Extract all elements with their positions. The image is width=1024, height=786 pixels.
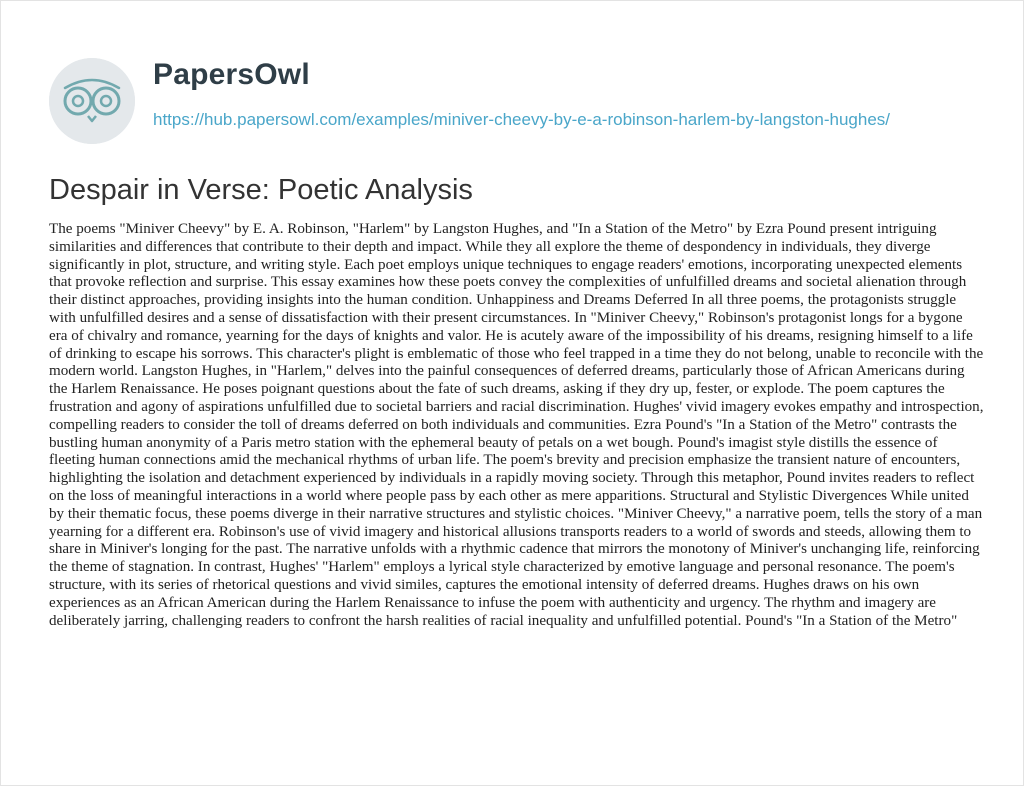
article-body: The poems "Miniver Cheevy" by E. A. Robinson, "Harlem" by Langston Hughes, and "In a Station of the Metro" by Ezra Pound present intriguing similarities and differences that contribute to their depth and impact. While they all explore the theme of despondency in individuals, they diverge significantly in plot, structure, and writing style. Each poet employs unique techniques to engage readers' emotions, incorporating unexpected elements that provoke reflection and surprise. This essay examines how these poets convey the complexities of unfulfilled dreams and societal alienation through their distinct approaches, providing insights into the human condition. Unhappiness and Dreams Deferred In all three poems, the protagonists struggle with unfulfilled desires and a sense of dissatisfaction with their present circumstances. In "Miniver Cheevy," Robinson's protagonist longs for a bygone era of chivalry and romance, yearning for the days of knights and valor. He is acutely aware of the impossibility of his dreams, resigning himself to a life of drinking to escape his sorrows. This character's plight is emblematic of those who feel trapped in a time they do not belong, unable to reconcile with the modern world. Langston Hughes, in "Harlem," delves into the painful consequences of deferred dreams, particularly those of African Americans during the Harlem Renaissance. He poses poignant questions about the fate of such dreams, asking if they dry up, fester, or explode. The poem captures the frustration and agony of aspirations unfulfilled due to societal barriers and racial discrimination. Hughes' vivid imagery evokes empathy and introspection, compelling readers to consider the toll of dreams deferred on both individuals and communities. Ezra Pound's "In a Station of the Metro" contrasts the bustling human anonymity of a Paris metro station with the ephemeral beauty of petals on a wet bough. Pound's imagist style distills the essence of fleeting human connections amid the mechanical rhythms of urban life. The poem's brevity and precision emphasize the transient nature of encounters, highlighting the isolation and detachment experienced by individuals in a rapidly moving society. Through this metaphor, Pound invites readers to reflect on the loss of meaningful interactions in a world where people pass by each other as mere apparitions. Structural and Stylistic Divergences While united by their thematic focus, these poems diverge in their narrative structures and stylistic choices. "Miniver Cheevy," a narrative poem, tells the story of a man yearning for a different era. Robinson's use of vivid imagery and historical allusions transports readers to a world of swords and steeds, allowing them to share in Miniver's longing for the past. The narrative unfolds with a rhythmic cadence that mirrors the monotony of Miniver's unchanging life, reinforcing the theme of stagnation. In contrast, Hughes' "Harlem" employs a lyrical style characterized by emotive language and personal resonance. The poem's structure, with its series of rhetorical questions and vivid similes, captures the emotional intensity of deferred dreams. Hughes draws on his own experiences as an African American during the Harlem Renaissance to infuse the poem with authenticity and urgency. The rhythm and imagery are deliberately jarring, challenging readers to confront the harsh realities of racial inequality and unfulfilled potential. Pound's "In a Station of the Metro" xyxy=(49,221,984,629)
site-header xyxy=(49,56,989,156)
article-title: Despair in Verse: Poetic Analysis xyxy=(49,174,473,206)
owl-logo-graphic xyxy=(49,58,135,144)
owl-logo-icon xyxy=(49,58,135,144)
source-url-link[interactable]: https://hub.papersowl.com/examples/miniver-cheevy-by-e-a-robinson-harlem-by-langston-hughes/ xyxy=(153,110,891,129)
brand-name: PapersOwl xyxy=(153,58,310,91)
